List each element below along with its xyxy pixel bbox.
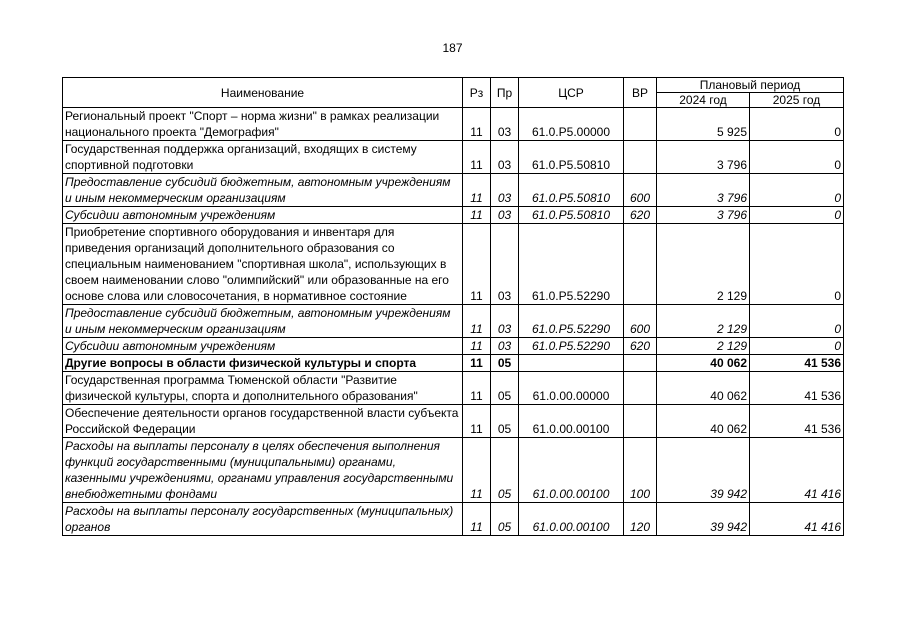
table-row: [63, 207, 844, 224]
cell-2024: 2 129: [657, 338, 750, 355]
cell-rz: 11: [463, 108, 491, 141]
cell-pr: 05: [491, 438, 519, 503]
cell-name: Предоставление субсидий бюджетным, автономным учреждениям и иным некоммерческим организациям: [63, 305, 463, 338]
cell-vr: 100: [624, 438, 657, 503]
cell-csr: 61.0.Р5.52290: [519, 224, 624, 305]
cell-csr: 61.0.Р5.50810: [519, 174, 624, 207]
cell-rz: 11: [463, 207, 491, 224]
budget-table: [62, 77, 844, 536]
cell-name: Расходы на выплаты персоналу в целях обеспечения выполнения функций государственными (муниципальными) органами, казенными учреждениями, органами управления государственными внебюджетными фондами: [63, 438, 463, 503]
cell-rz: 11: [463, 338, 491, 355]
cell-pr: 03: [491, 207, 519, 224]
table-header: [63, 78, 844, 108]
cell-2024: 5 925: [657, 108, 750, 141]
cell-pr: 05: [491, 405, 519, 438]
cell-pr: 05: [491, 355, 519, 372]
cell-csr: 61.0.00.00100: [519, 405, 624, 438]
cell-vr: [624, 141, 657, 174]
cell-name: Обеспечение деятельности органов государственной власти субъекта Российской Федерации: [63, 405, 463, 438]
table-row: [63, 108, 844, 141]
cell-pr: 03: [491, 305, 519, 338]
table-row: [63, 438, 844, 503]
cell-rz: 11: [463, 372, 491, 405]
cell-csr: 61.0.00.00100: [519, 438, 624, 503]
header-year-2025: 2025 год: [750, 93, 844, 108]
cell-name: Другие вопросы в области физической культуры и спорта: [63, 355, 463, 372]
table-row: [63, 405, 844, 438]
table-row: [63, 141, 844, 174]
cell-2024: 2 129: [657, 224, 750, 305]
cell-vr: [624, 405, 657, 438]
table-row: [63, 503, 844, 536]
cell-rz: 11: [463, 503, 491, 536]
cell-2024: 40 062: [657, 372, 750, 405]
cell-vr: 620: [624, 207, 657, 224]
cell-rz: 11: [463, 438, 491, 503]
cell-csr: 61.0.Р5.52290: [519, 305, 624, 338]
header-name: Наименование: [63, 78, 463, 108]
cell-csr: 61.0.Р5.50810: [519, 207, 624, 224]
cell-pr: 03: [491, 141, 519, 174]
cell-vr: [624, 372, 657, 405]
cell-csr: 61.0.Р5.52290: [519, 338, 624, 355]
cell-2025: 0: [750, 207, 844, 224]
cell-2025: 0: [750, 141, 844, 174]
table-row: [63, 338, 844, 355]
cell-csr: [519, 355, 624, 372]
cell-2024: 3 796: [657, 207, 750, 224]
cell-name: Государственная программа Тюменской области "Развитие физической культуры, спорта и дополнительного образования": [63, 372, 463, 405]
cell-2024: 39 942: [657, 438, 750, 503]
cell-pr: 03: [491, 108, 519, 141]
cell-csr: 61.0.00.00100: [519, 503, 624, 536]
cell-2025: 41 536: [750, 372, 844, 405]
table-row: [63, 174, 844, 207]
cell-2024: 2 129: [657, 305, 750, 338]
cell-vr: [624, 108, 657, 141]
cell-name: Предоставление субсидий бюджетным, автономным учреждениям и иным некоммерческим организациям: [63, 174, 463, 207]
cell-2024: 40 062: [657, 405, 750, 438]
cell-rz: 11: [463, 224, 491, 305]
page-number: 187: [442, 41, 463, 55]
cell-2024: 3 796: [657, 174, 750, 207]
cell-2025: 41 536: [750, 405, 844, 438]
cell-name: Субсидии автономным учреждениям: [63, 207, 463, 224]
cell-rz: 11: [463, 141, 491, 174]
cell-pr: 05: [491, 503, 519, 536]
cell-vr: 620: [624, 338, 657, 355]
cell-rz: 11: [463, 405, 491, 438]
cell-2025: 41 416: [750, 438, 844, 503]
cell-csr: 61.0.00.00000: [519, 372, 624, 405]
cell-rz: 11: [463, 174, 491, 207]
cell-2025: 0: [750, 338, 844, 355]
cell-rz: 11: [463, 305, 491, 338]
cell-2025: 0: [750, 224, 844, 305]
header-rz: Рз: [463, 78, 491, 108]
cell-2025: 0: [750, 305, 844, 338]
cell-pr: 03: [491, 174, 519, 207]
cell-vr: 120: [624, 503, 657, 536]
cell-csr: 61.0.Р5.50810: [519, 141, 624, 174]
header-plan-period: Плановый период: [657, 78, 844, 93]
cell-2025: 0: [750, 174, 844, 207]
cell-vr: [624, 355, 657, 372]
table-row: [63, 305, 844, 338]
cell-2025: 0: [750, 108, 844, 141]
header-vr: ВР: [624, 78, 657, 108]
header-year-2024: 2024 год: [657, 93, 750, 108]
cell-vr: [624, 224, 657, 305]
cell-name: Региональный проект "Спорт – норма жизни" в рамках реализации национального проекта "Демография": [63, 108, 463, 141]
cell-2024: 3 796: [657, 141, 750, 174]
cell-vr: 600: [624, 305, 657, 338]
cell-name: Субсидии автономным учреждениям: [63, 338, 463, 355]
table-row: [63, 224, 844, 305]
cell-vr: 600: [624, 174, 657, 207]
header-pr: Пр: [491, 78, 519, 108]
cell-pr: 03: [491, 338, 519, 355]
cell-name: Приобретение спортивного оборудования и инвентаря для приведения организаций дополнительного образования со специальным наименованием "спортивная школа", использующих в своем наименовании слово "олимпийский" или образованные на его основе слова или словосочетания, в нормативное состояние: [63, 224, 463, 305]
cell-rz: 11: [463, 355, 491, 372]
table-row: [63, 355, 844, 372]
table-body: [63, 108, 844, 536]
cell-2024: 40 062: [657, 355, 750, 372]
cell-pr: 03: [491, 224, 519, 305]
cell-name: Расходы на выплаты персоналу государственных (муниципальных) органов: [63, 503, 463, 536]
table-row: [63, 372, 844, 405]
cell-2025: 41 416: [750, 503, 844, 536]
header-csr: ЦСР: [519, 78, 624, 108]
cell-csr: 61.0.Р5.00000: [519, 108, 624, 141]
cell-2025: 41 536: [750, 355, 844, 372]
cell-name: Государственная поддержка организаций, входящих в систему спортивной подготовки: [63, 141, 463, 174]
cell-2024: 39 942: [657, 503, 750, 536]
cell-pr: 05: [491, 372, 519, 405]
